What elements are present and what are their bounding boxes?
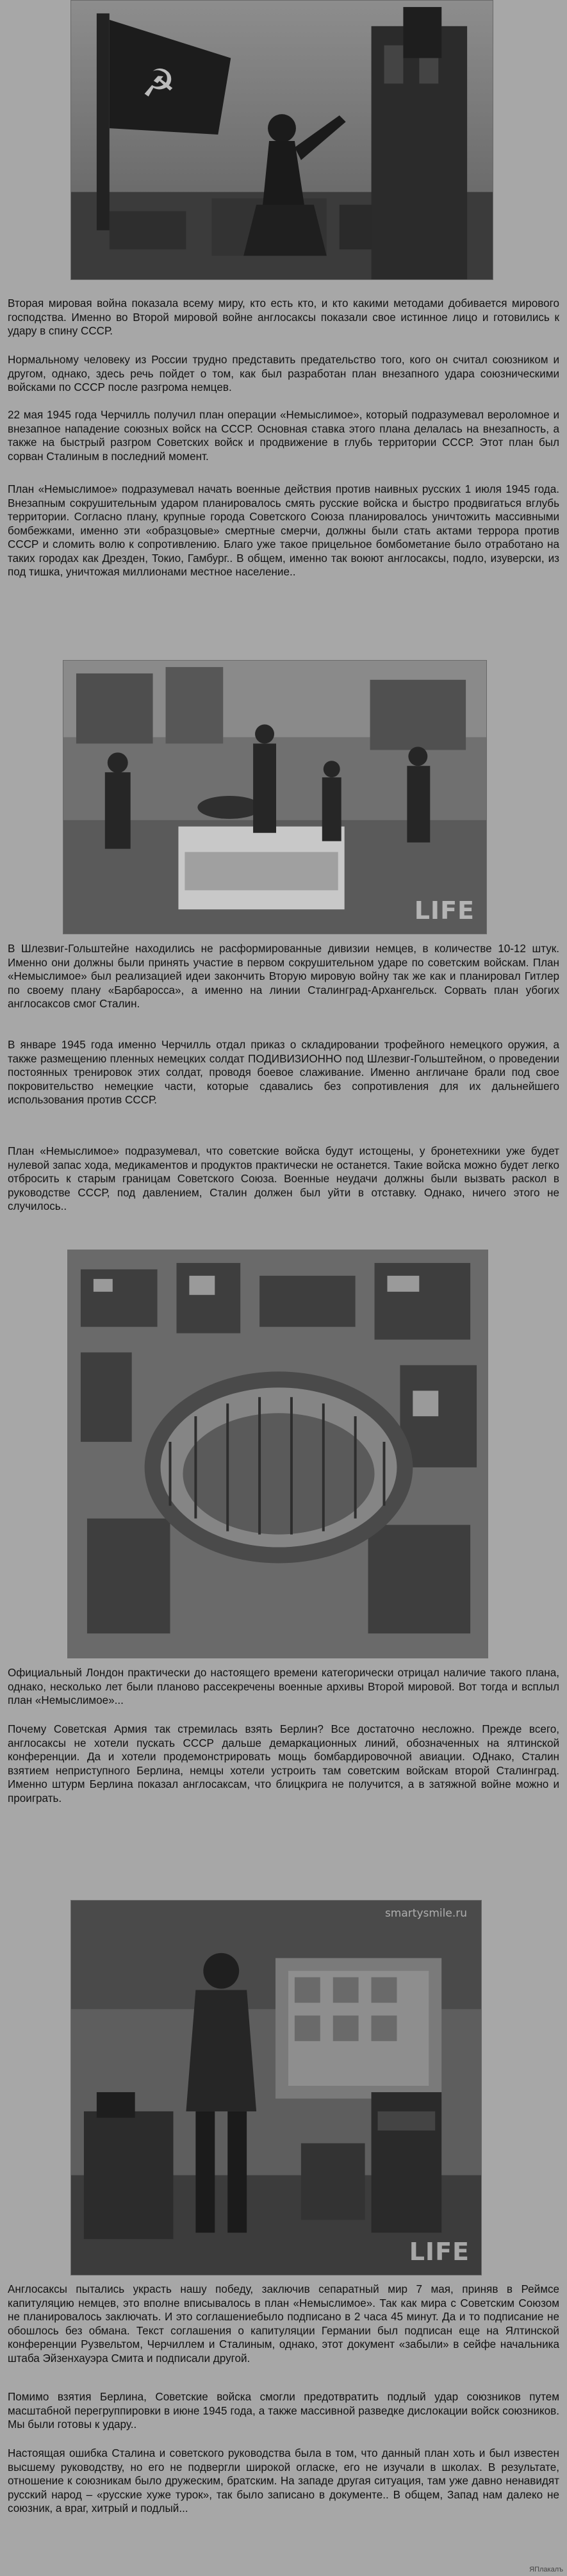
paragraph: Настоящая ошибка Сталина и советского руководства была в том, что данный план хоть и был известен высшему руководству, но его не подвергли широкой огласке, его не изучали в школах. В результате, отношение к союзникам было дружеским, братским. На западе другая ситуация, там уже давно ненавидят русский народ – «русские хуже турок», так было записано в документе.. В общем, Запад нам далеко не союзник, а враг, хитрый и подлый... <box>8 2447 559 2514</box>
ruined-berlin-illustration <box>68 1250 488 1658</box>
paragraph: Почему Советская Армия так стремилась взять Берлин? Все достаточно несложно. Прежде всего, англосаксы не хотели пускать СССР дальше демаркационных линий, обозначенных на ялтинской конференции. Да и хотели продемонстрировать мощь бомбардировочной авиации. ОДнако, Сталин взятием неприступного Берлина, немцы хотели устроить там советским войскам второй Сталинград. Именно штурм Берлина показал англосаксам, что блицкрига не получится, а в затяжной войне можно и проиграть. <box>8 1723 559 1804</box>
paragraph: В Шлезвиг-Гольштейне находились не расформированные дивизии немцев, в количестве 10-12 штук. Именно они должны были принять участие в первом сокрушительном ударе по советским войскам. План «Немыслимое» был реализацией идеи закончить Вторую мировую войну так же как и планировал Гитлер по своему плану «Барбаросса», а именно на линии Сталинград-Архангельск. Сорвать план убогих англосаксов смог Сталин. <box>8 943 559 1010</box>
photo-reichstag-flag <box>70 0 493 280</box>
soldier-interior-illustration <box>71 1901 481 2275</box>
paragraph: Англосаксы пытались украсть нашу победу, заключив сепаратный мир 7 мая, приняв в Реймсе капитуляцию немцев, это вполне вписывалось в план «Немыслимое». Так как мира с Советским Союзом не планировалось заключать. И это соглашениебыло подписано в 2 часа 45 минут. Да и то подписание не обошлось без обмана. Текст соглашения о капитуляции Германии был подписан еще на Ялтинской конференции Рузвельтом, Черчиллем и Сталиным, однако, этот документ «забыли» в сейфе начальника штаба Эйзенхауэра Смита и подписали другой. <box>8 2283 559 2365</box>
photo-ruined-berlin-aerial <box>67 1250 488 1658</box>
life-watermark: LIFE <box>414 896 475 925</box>
paragraph: Официальный Лондон практически до настоящего времени категорически отрицал наличие такого плана, однако, несколько лет были планово рассекречены военные архивы Второй мировой. Вот тогда и всплыл план «Немыслимое»... <box>8 1667 559 1706</box>
paragraph: 22 мая 1945 года Черчилль получил план операции «Немыслимое», который подразумевал вероломное и внезапное нападение союзных войск на СССР. Основная ставка этого плана делалась на внезапность, а также на быстрый разгром Советских войск и продвижение в глубь территории СССР. Этот план был сорван Сталиным в последний момент. <box>8 409 559 463</box>
site-signature: ЯПлакалъ <box>529 2566 563 2573</box>
paragraph: План «Немыслимое» подразумевал, что советские войска будут истощены, у бронетехники уже будет нулевой запас хода, медикаментов и продуктов практически не останется. Такие войска можно будет легко отбросить к старым границам Советского Союза. Военные неудачи должны были вызвать раскол в руководстве СССР, под давлением, Сталин должен был уйти в отставку. Однако, ничего этого не случилось.. <box>8 1145 559 1212</box>
paragraph: В январе 1945 года именно Черчилль отдал приказ о складировании трофейного немецкого оружия, а также размещению пленных немецких солдат ПОДИВИЗИОННО под Шлезвиг-Гольштейном, о проведении постоянных тренировок этих солдат, проводя боевое слаживание. Именно англичане брали под свое покровительство немецкие части, которые сдавались без сопротивления для их дальнейшего использования против СССР. <box>8 1039 559 1106</box>
smartysmile-watermark: smartysmile.ru <box>384 1907 467 1920</box>
svg-text:☭: ☭ <box>141 62 176 106</box>
life-watermark: LIFE <box>409 2238 470 2266</box>
paragraph: Вторая мировая война показала всему миру, кто есть кто, и кто какими методами добивается мирового господства. Именно во Второй мировой войне англосаксы показали свое истинное лицо и готовились к удару в спину СССР. <box>8 297 559 337</box>
photo-soldiers-ruins <box>63 660 487 934</box>
paragraph: Нормальному человеку из России трудно представить предательство того, кого он считал союзником и другом, однако, здесь речь пойдет о том, как был разработан план внезапного удара союзническими войсками по СССР после разгрома немцев. <box>8 354 559 393</box>
paragraph: План «Немыслимое» подразумевал начать военные действия против наивных русских 1 июля 1945 года. Внезапным сокрушительным ударом планировалось смять русские войска и быстро продвигаться вглубь территории. Согласно плану, крупные города Советского Союза планировалось уничтожить массивными бомбежками, именно эти «образцовые» смертные смерчи, должны были стать актами террора против СССР и сломить волю к сопротивлению. Благо уже такое прицельное бомбометание было отработано на таких городах как Дрезден, Токио, Гамбург.. В общем, именно так воюют англосаксы, подло, изуверски, из под тишка, уничтожая миллионами местное население.. <box>8 483 559 578</box>
photo-soldier-interior <box>70 1900 482 2275</box>
paragraph: Помимо взятия Берлина, Советские войска смогли предотвратить подлый удар союзников путем масштабной перегруппировки в июне 1945 года, а также массивной разведке дислокации войск союзников. Мы были готовы к удару.. <box>8 2391 559 2431</box>
reichstag-flag-illustration <box>71 1 493 279</box>
soldiers-ruins-illustration <box>63 661 486 934</box>
